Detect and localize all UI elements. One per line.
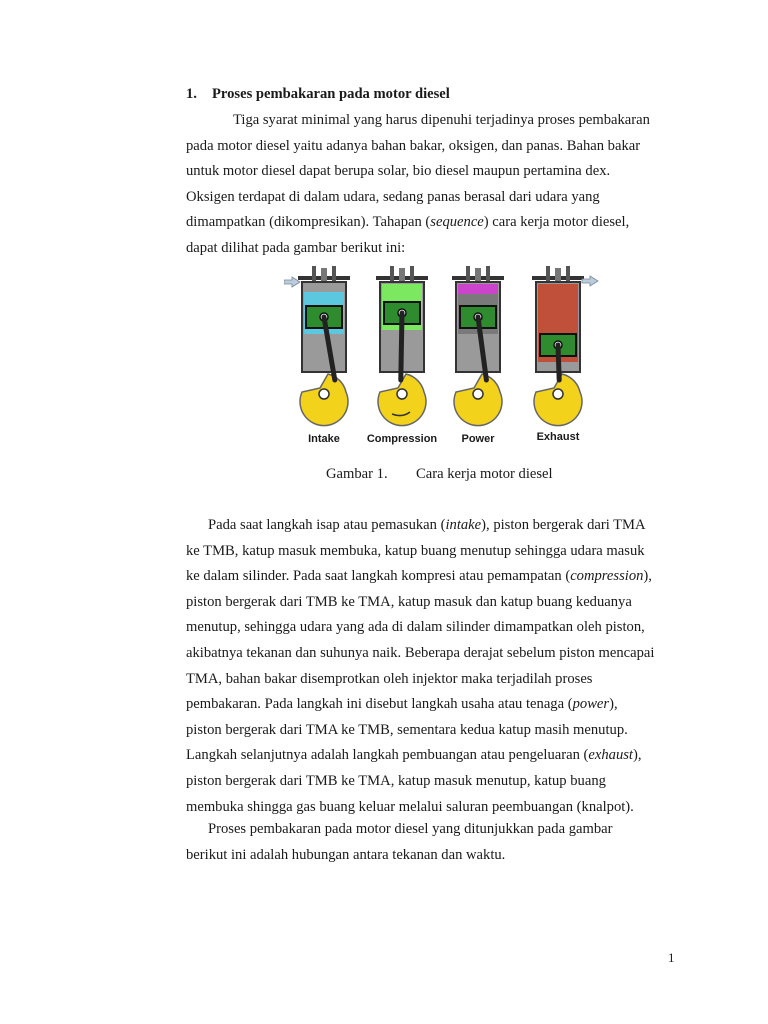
exhaust-intake-valve — [546, 266, 550, 282]
intake-air-arrow — [284, 277, 300, 287]
stage-label-power: Power — [461, 433, 495, 445]
exhaust-connecting-rod — [558, 345, 559, 380]
power-crank-center — [473, 389, 483, 399]
paragraph-line: piston bergerak dari TMA ke TMB, sementara kedua katup masih menutup. — [186, 721, 628, 738]
paragraph-line — [186, 564, 675, 590]
italic-term: power — [572, 696, 610, 713]
paragraph-line: menutup, sehingga udara yang ada di dalam silinder dimampatkan oleh piston, — [186, 619, 645, 636]
italic-term: sequence — [430, 214, 484, 231]
paragraph-line: berikut ini adalah hubungan antara tekanan dan waktu. — [186, 846, 506, 863]
stage-label-exhaust: Exhaust — [536, 431, 580, 443]
stage-label-compression: Compression — [366, 433, 438, 445]
italic-term: exhaust — [588, 747, 633, 764]
paragraph-pressure — [186, 817, 675, 868]
paragraph-strokes — [186, 513, 675, 820]
power-combustion-flame — [458, 284, 498, 294]
caption-number: Gambar 1. — [326, 466, 388, 482]
intake-exhaust-valve — [332, 266, 336, 282]
paragraph-line — [186, 210, 675, 236]
paragraph-line — [186, 513, 675, 539]
paragraph-line: TMA, bahan bakar disemprotkan oleh injektor maka terjadilah proses — [186, 670, 593, 687]
paragraph-line: dapat dilihat pada gambar berikut ini: — [186, 239, 406, 256]
intake-intake-valve — [312, 266, 316, 282]
text-run: ), — [609, 696, 618, 713]
compression-injector — [399, 268, 405, 282]
text-run: ), piston bergerak dari TMA — [481, 517, 646, 533]
paragraph-line: pada motor diesel yaitu adanya bahan bakar, oksigen, dan panas. Bahan bakar — [186, 137, 641, 154]
text-run: ke dalam silinder. Pada saat langkah kompresi atau pemampatan ( — [186, 568, 571, 585]
section-heading — [186, 86, 450, 103]
exhaust-crank-center — [553, 389, 563, 399]
compression-intake-valve — [390, 266, 394, 282]
diesel-engine-strokes-figure — [284, 262, 606, 458]
power-crankshaft — [454, 374, 502, 426]
caption-text: Cara kerja motor diesel — [416, 466, 553, 482]
intake-crank-center — [319, 389, 329, 399]
italic-term: compression — [570, 568, 644, 585]
power-exhaust-valve — [486, 266, 490, 282]
paragraph-line: ke TMB, katup masuk membuka, katup buang menutup sehingga udara masuk — [186, 542, 645, 559]
exhaust-exhaust-valve — [566, 266, 570, 282]
section-number: 1. — [186, 86, 197, 102]
compression-connecting-rod — [401, 313, 402, 380]
intake-injector — [321, 268, 327, 282]
power-intake-valve — [466, 266, 470, 282]
italic-term: intake — [445, 517, 482, 533]
text-run: ), — [643, 568, 652, 585]
compression-exhaust-valve — [410, 266, 414, 282]
paragraph-line: piston bergerak dari TMB ke TMA, katup masuk dan katup buang keduanya — [186, 593, 632, 610]
text-run: Langkah selanjutnya adalah langkah pembuangan atau pengeluaran ( — [186, 747, 589, 764]
text-run: Pada saat langkah isap atau pemasukan ( — [208, 517, 446, 533]
text-run: dimampatkan (dikompresikan). Tahapan ( — [186, 214, 431, 231]
text-run: ), — [632, 747, 642, 764]
intake-crankshaft — [300, 374, 348, 426]
paragraph-line: Tiga syarat minimal yang harus dipenuhi terjadinya proses pembakaran — [233, 112, 650, 128]
paragraph-line: Oksigen terdapat di dalam udara, sedang panas berasal dari udara yang — [186, 188, 600, 205]
paragraph-line: untuk motor diesel dapat berupa solar, bio diesel maupun pertamina dex. — [186, 163, 611, 180]
paragraph-line — [186, 743, 675, 769]
page-number: 1 — [668, 950, 675, 965]
power-injector — [475, 268, 481, 282]
paragraph-line — [186, 692, 675, 718]
compression-crank-center — [397, 389, 407, 399]
exhaust-gas-arrow — [582, 276, 598, 286]
text-run: ) cara kerja motor diesel, — [483, 214, 630, 231]
section-title: Proses pembakaran pada motor diesel — [212, 86, 450, 102]
paragraph-line: piston bergerak dari TMB ke TMA, katup masuk menutup, katup buang — [186, 772, 606, 789]
paragraph-line: akibatnya tekanan dan suhunya naik. Beberapa derajat sebelum piston mencapai — [186, 644, 655, 661]
paragraph-intro — [186, 108, 675, 262]
stage-label-intake: Intake — [308, 433, 340, 445]
paragraph-line: membuka shingga gas buang keluar melalui saluran peembuangan (knalpot). — [186, 798, 634, 815]
figure-caption — [326, 466, 553, 483]
exhaust-injector — [555, 268, 561, 282]
paragraph-line: Proses pembakaran pada motor diesel yang ditunjukkan pada gambar — [208, 821, 613, 837]
text-run: pembakaran. Pada langkah ini disebut langkah usaha atau tenaga ( — [186, 696, 573, 713]
